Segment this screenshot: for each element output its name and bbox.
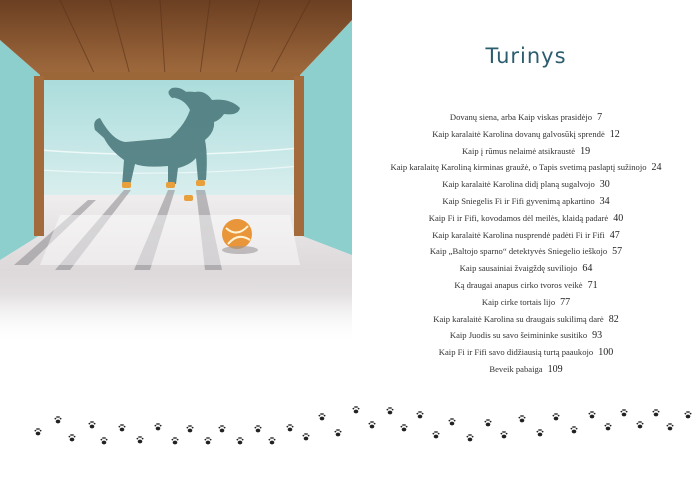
entry-title: Kaip karalaitė Karolina nusprendė padėti Fi ir Fifi xyxy=(432,229,605,240)
entry-page-number: 47 xyxy=(609,229,620,241)
paw-print-icon xyxy=(303,433,310,440)
paw-print-icon xyxy=(35,428,42,435)
entry-title: Kaip Sniegelis Fi ir Fifi gyvenimą apkartino xyxy=(442,195,595,206)
page-title: Turinys xyxy=(485,44,567,68)
paw-print-icon xyxy=(55,416,62,423)
contents-entry xyxy=(352,126,700,143)
paw-print-icon xyxy=(433,431,440,438)
contents-entry xyxy=(352,277,700,294)
paw-print-icon xyxy=(69,434,76,441)
entry-title: Kaip „Baltojo sparno“ detektyvės Sniegelio ieškojo xyxy=(429,246,608,257)
entry-title: Ką draugai anapus cirko tvoros veikė xyxy=(454,279,583,290)
entry-page-number: 64 xyxy=(582,263,593,275)
paw-print-icon xyxy=(205,437,212,444)
paw-print-icon xyxy=(589,411,596,418)
contents-entry xyxy=(352,260,700,277)
paw-print-icon xyxy=(605,423,612,430)
paw-print-icon xyxy=(449,418,456,425)
paw-print-icon xyxy=(237,437,244,444)
entry-page-number: 24 xyxy=(651,162,662,174)
paw-print-icon xyxy=(172,437,179,444)
paw-print-icon xyxy=(269,437,276,444)
paw-print-icon xyxy=(485,419,492,426)
entry-title: Kaip cirke tortais lijo xyxy=(481,296,556,307)
paw-print-icon xyxy=(653,409,660,416)
paw-print-icon xyxy=(501,431,508,438)
contents-entry xyxy=(352,159,700,176)
contents-entry xyxy=(352,344,700,361)
contents-entry xyxy=(352,361,700,378)
paw-print-icon xyxy=(637,421,644,428)
entry-title: Kaip karalaitė Karolina dovanų galvosūkį sprendė xyxy=(432,128,605,139)
entry-title: Kaip į rūmus nelaimė atsikraustė xyxy=(461,145,576,156)
entry-page-number: 7 xyxy=(597,112,603,123)
paw-print-icon xyxy=(387,407,394,414)
entry-page-number: 100 xyxy=(598,347,614,359)
contents-entry xyxy=(352,327,700,344)
paw-print-icon xyxy=(519,415,526,422)
dog-shadow-illustration xyxy=(0,0,352,345)
entry-page-number: 71 xyxy=(587,279,598,291)
paw-print-icon xyxy=(137,436,144,443)
paw-print-icon xyxy=(571,426,578,433)
paw-print-icon xyxy=(537,429,544,436)
entry-page-number: 19 xyxy=(580,145,591,157)
entry-title: Dovanų siena, arba Kaip viskas prasidėjo xyxy=(449,112,593,122)
paw-print-icon xyxy=(287,424,294,431)
paw-print-icon xyxy=(621,409,628,416)
paw-print-icon xyxy=(467,434,474,441)
contents-entry xyxy=(352,243,700,260)
entry-page-number: 77 xyxy=(560,296,571,308)
paw-print-icon xyxy=(219,425,226,432)
ball-icon xyxy=(222,219,252,249)
paw-print-icon xyxy=(187,425,194,432)
entry-page-number: 34 xyxy=(599,195,610,207)
paw-print-icon xyxy=(369,421,376,428)
entry-title: Kaip karalaitė Karolina didį planą sugalvojo xyxy=(442,179,595,190)
paw-print-icon xyxy=(667,423,674,430)
contents-entry xyxy=(352,210,700,227)
paw-print-icon xyxy=(553,413,560,420)
contents-entry xyxy=(352,311,700,328)
paw-print-icon xyxy=(101,437,108,444)
contents-entry xyxy=(352,294,700,311)
entry-page-number: 82 xyxy=(608,313,619,325)
paw-print-icon xyxy=(155,423,162,430)
entry-page-number: 30 xyxy=(599,179,610,191)
paw-print-icon xyxy=(119,424,126,431)
entry-title: Kaip Fi ir Fifi, kovodamos dėl meilės, klaidą padarė xyxy=(428,212,609,223)
entry-title: Kaip Juodis su savo šeimininke susitiko xyxy=(449,330,588,341)
entry-page-number: 12 xyxy=(609,128,620,140)
paw-print-icon xyxy=(685,411,692,418)
contents-entry xyxy=(352,227,700,244)
contents-list xyxy=(352,109,700,378)
contents-entry xyxy=(352,176,700,193)
paw-print-icon xyxy=(255,425,262,432)
paw-print-icon xyxy=(319,413,326,420)
paw-print-icon xyxy=(417,411,424,418)
paw-print-icon xyxy=(353,406,360,413)
entry-page-number: 40 xyxy=(613,212,624,224)
contents-entry xyxy=(352,193,700,210)
entry-title: Kaip karalaitė Karolina su draugais sukilimą darė xyxy=(433,313,604,324)
entry-title: Kaip Fi ir Fifi savo didžiausią turtą paaukojo xyxy=(438,347,594,358)
entry-title: Kaip karalaitę Karoliną kirminas graužė, o Tapis svetimą paslaptį sužinojo xyxy=(390,162,647,173)
entry-page-number: 109 xyxy=(547,363,563,375)
paw-print-trail xyxy=(0,395,700,455)
paw-print-icon xyxy=(335,429,342,436)
entry-title: Kaip sausainiai žvaigždę suviliojo xyxy=(459,263,578,274)
entry-title: Beveik pabaiga xyxy=(489,363,543,374)
contents-entry xyxy=(352,109,700,126)
paw-print-icon xyxy=(89,421,96,428)
contents-page xyxy=(352,0,700,400)
entry-page-number: 93 xyxy=(592,330,603,342)
contents-entry xyxy=(352,143,700,160)
paw-print-icon xyxy=(401,424,408,431)
entry-page-number: 57 xyxy=(612,246,623,258)
